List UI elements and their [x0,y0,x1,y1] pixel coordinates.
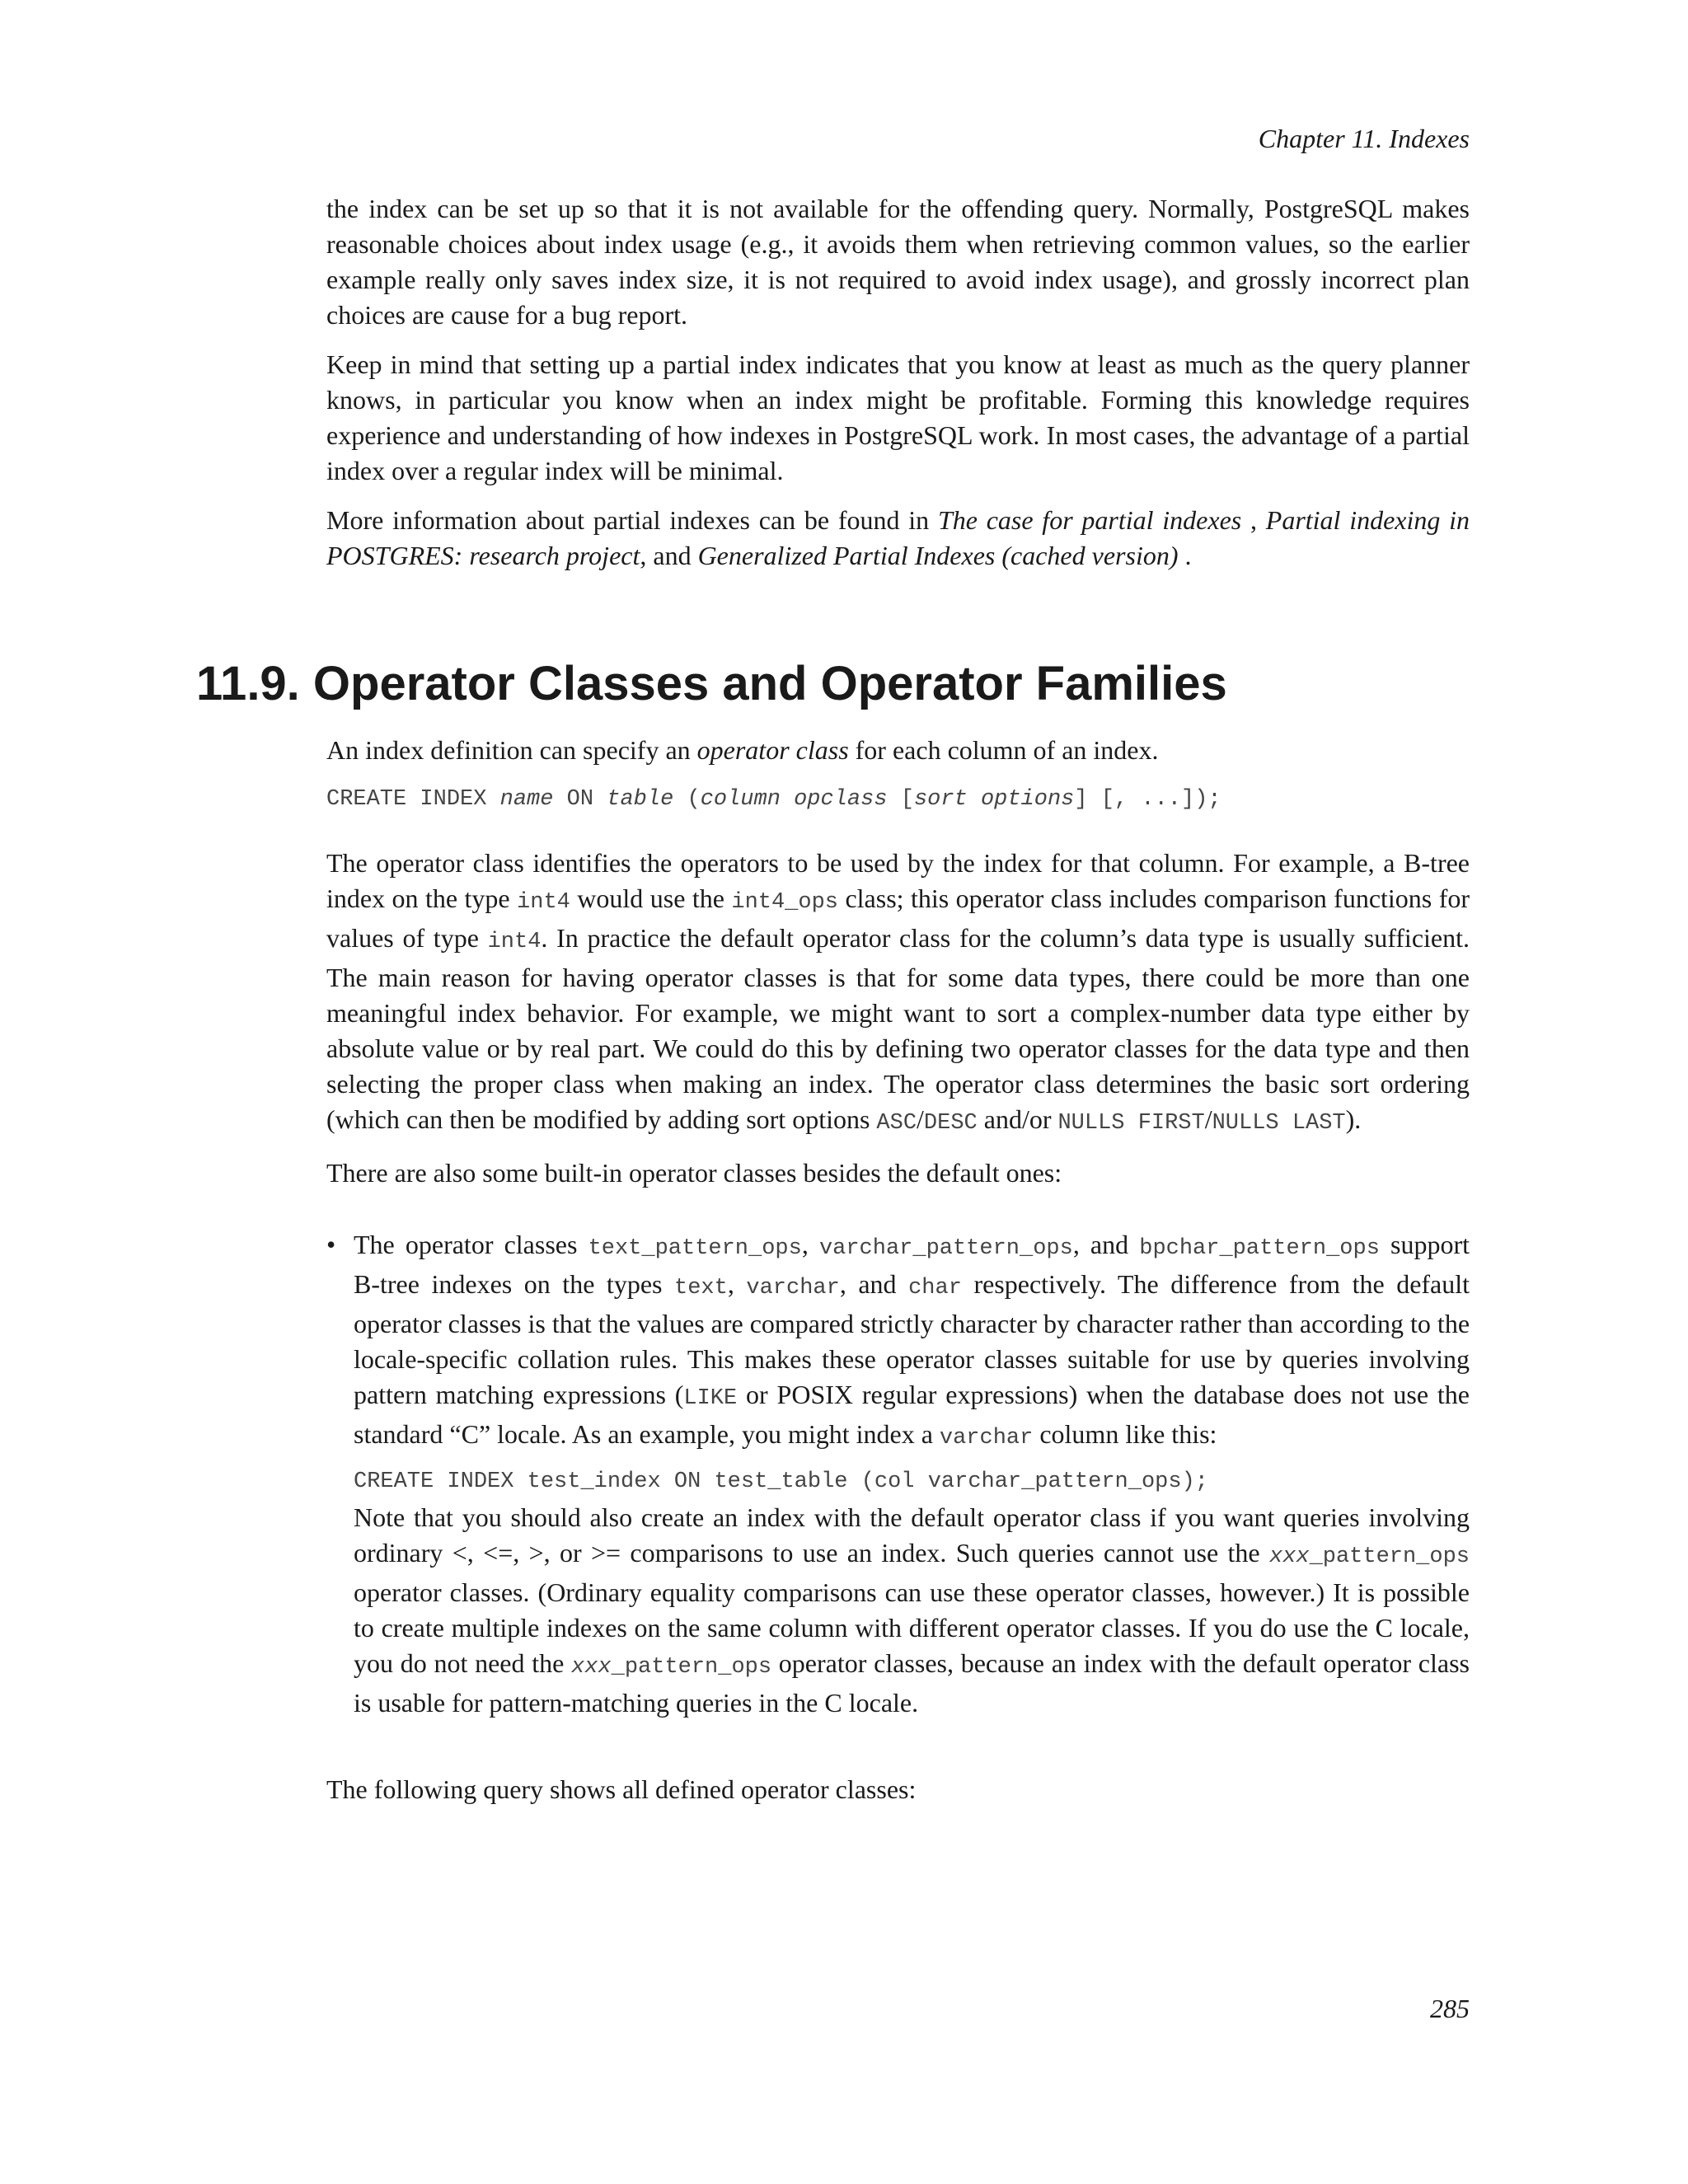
inline-code: bpchar_pattern_ops [1139,1236,1380,1261]
page-number: 285 [1430,1994,1470,2023]
text: for each column of an index. [848,735,1159,765]
text: column like this: [1033,1419,1217,1449]
inline-code: int4 [487,930,542,954]
running-header: Chapter 11. Indexes [1258,124,1470,153]
inline-code: NULLS LAST [1212,1111,1346,1136]
code-param: name [499,787,554,812]
code-text: CREATE INDEX [326,787,500,812]
list-item [326,1227,1470,1721]
list-item-text [354,1227,1470,1456]
inline-code: int4_ops [731,890,838,915]
text: ). [1345,1104,1362,1134]
inline-code: int4 [517,890,570,915]
paragraph: the index can be set up so that it is not available for the offending query. Normally, PostgreSQL makes reasonable choices about index usage (e.g., it avoids them when retrieving common values, so the earlier example really only saves index size, it is not required to avoid index usage), and grossly incorrect plan choices are cause for a bug report. [326,194,1470,330]
inline-code: LIKE [683,1386,738,1411]
text: operator classes, because an index with the default operator class is usable for pattern-matching queries in the C locale. [354,1648,1470,1718]
text: The operator class identifies the operators to be used by the index for that column. For example, a B-tree index on the type [326,848,1470,913]
section-title: 11.9. Operator Classes and Operator Families [196,657,1227,710]
citation-link[interactable]: Partial indexing in POSTGRES: research project [326,505,1470,570]
inline-code: varchar [746,1276,840,1301]
paragraph [326,503,1470,574]
text: The operator classes [354,1230,588,1259]
term: operator class [696,735,849,765]
text: , and [640,541,698,570]
text: operator classes. (Ordinary equality comparisons can use these operator classes, however.) It is possible to create multiple indexes on the same column with different operator classes. If you do use the C locale, you do not need the [354,1577,1470,1678]
list-item-note [354,1500,1470,1721]
text: , [1241,505,1266,535]
inline-code: NULLS FIRST [1057,1111,1205,1136]
bullet-icon: • [326,1230,336,1259]
paragraph: There are also some built-in operator classes besides the default ones: [326,1158,1062,1188]
text: An index definition can specify an [326,735,697,765]
citation-link[interactable]: Generalized Partial Indexes (cached version) [697,541,1179,570]
text: , and [839,1269,909,1299]
paragraph [326,846,1470,1141]
code-param: table [607,787,674,812]
text: , [801,1230,819,1259]
intro-text [326,191,1470,588]
code-text: ( [673,787,701,812]
inline-code-param: xxx [571,1655,612,1680]
inline-code-param: xxx [1268,1544,1310,1569]
inline-code: text [674,1276,728,1301]
citation-link[interactable]: The case for partial indexes [937,505,1242,535]
text: and/or [977,1104,1058,1134]
text: support B-tree indexes on the types [354,1230,1470,1299]
text: . [1178,541,1192,570]
code-param: opclass [794,787,888,812]
text: Note that you should also create an index with the default operator class if you want queries involving ordinary <, <=, >, or >= comparisons to use an index. Such queries cannot use the [354,1502,1470,1568]
inline-code: _pattern_ops [1309,1544,1470,1569]
code-text: ON [553,787,607,812]
inline-code: ASC [876,1111,917,1136]
paragraph [326,733,1470,768]
inline-code: text_pattern_ops [588,1236,802,1261]
paragraph: The following query shows all defined operator classes: [326,1774,917,1804]
text: , [727,1269,747,1299]
text: class; this operator class includes comparison functions for values of type [326,883,1470,953]
text: . In practice the default operator class for the column’s data type is usually sufficient. The main reason for having operator classes is that for some data types, there could be more than one meaningful index behavior. For example, we might want to sort a complex-number data type either by absolute value or by real part. We could do this by defining two operator classes for the data type and then selecting the proper class when making an index. The operator class determines the basic sort ordering (which can then be modified by adding sort options [326,923,1470,1134]
inline-code: varchar [939,1426,1034,1451]
paragraph: Keep in mind that setting up a partial index indicates that you know at least as much as the query planner knows, in particular you know when an index might be profitable. Forming this knowledge requires experience and understanding of how indexes in PostgreSQL work. In most cases, the advantage of a partial index over a regular index will be minimal. [326,349,1470,485]
text: would use the [570,883,732,913]
text: respectively. The difference from the default operator classes is that the values are compared strictly character by character rather than according to the locale-specific collation rules. This makes these operator classes suitable for use by queries involving pattern matching expressions ( [354,1269,1470,1409]
text: , and [1072,1230,1140,1259]
bullet-list [326,1227,1470,1721]
code-param: sort options [913,787,1075,812]
section-body [326,733,1470,1821]
inline-code: DESC [923,1111,978,1136]
synopsis-code [326,782,1470,818]
inline-code: char [908,1276,962,1301]
code-text: ] [, ...]); [1074,787,1221,812]
text: More information about partial indexes can be found in [326,505,938,535]
inline-code: varchar_pattern_ops [818,1236,1073,1261]
text: / [1204,1104,1212,1134]
code-text: [ [887,787,914,812]
inline-code: _pattern_ops [611,1655,772,1680]
code-text [781,787,794,812]
text: / [917,1104,924,1134]
text: or POSIX regular expressions) when the database does not use the standard “C” locale. As an example, you might index a [354,1380,1470,1449]
code-param: column [700,787,781,812]
example-code: CREATE INDEX test_index ON test_table (col varchar_pattern_ops); [354,1469,1208,1494]
